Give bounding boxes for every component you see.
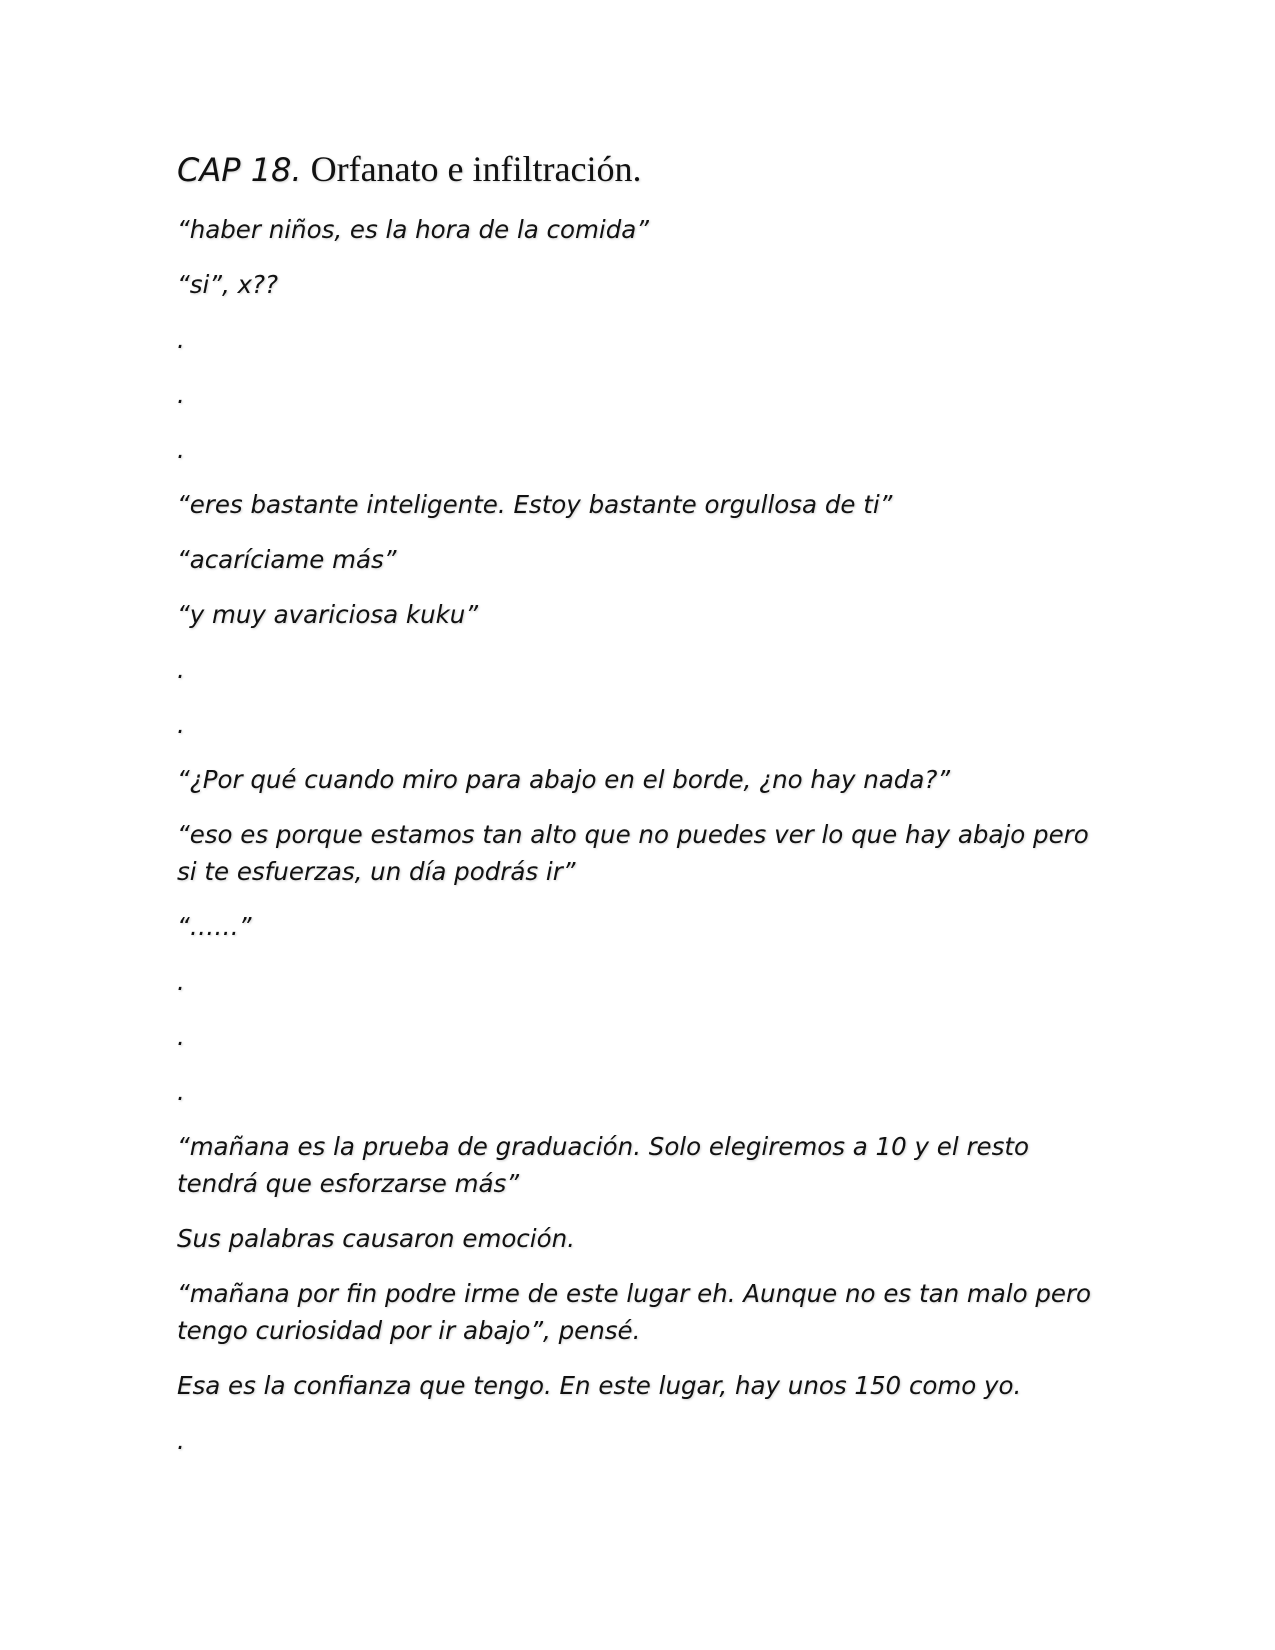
paragraph: . xyxy=(177,1426,185,1455)
chapter-title xyxy=(177,146,1107,193)
paragraph: “eso es porque estamos tan alto que no puedes ver lo que hay abajo pero si te esfuerzas, un día podrás ir” xyxy=(177,820,1089,886)
paragraph: . xyxy=(177,325,185,354)
paragraph: . xyxy=(177,1022,185,1051)
paragraph: . xyxy=(177,967,185,996)
paragraph: “acaríciame más” xyxy=(177,545,397,574)
paragraph: . xyxy=(177,710,185,739)
paragraph: Sus palabras causaron emoción. xyxy=(177,1224,575,1253)
paragraph: “eres bastante inteligente. Estoy bastante orgullosa de ti” xyxy=(177,490,893,519)
paragraph: “……” xyxy=(177,912,252,941)
paragraph: Esa es la confianza que tengo. En este lugar, hay unos 150 como yo. xyxy=(177,1371,1022,1400)
paragraph: . xyxy=(177,380,185,409)
paragraph: . xyxy=(177,435,185,464)
paragraph: . xyxy=(177,655,185,684)
paragraph: “si”, x?? xyxy=(177,270,279,299)
paragraph: . xyxy=(177,1077,185,1106)
chapter-number: CAP 18. xyxy=(177,151,302,189)
paragraph: “y muy avariciosa kuku” xyxy=(177,600,479,629)
paragraph: “mañana es la prueba de graduación. Solo elegiremos a 10 y el resto tendrá que esforzarse más” xyxy=(177,1132,1029,1198)
paragraph: “haber niños, es la hora de la comida” xyxy=(177,215,649,244)
paragraph: “mañana por fin podre irme de este lugar eh. Aunque no es tan malo pero tengo curiosidad por ir abajo”, pensé. xyxy=(177,1279,1092,1345)
document-body xyxy=(177,146,1107,1477)
paragraph: “¿Por qué cuando miro para abajo en el borde, ¿no hay nada?” xyxy=(177,765,951,794)
chapter-name: Orfanato e infiltración. xyxy=(310,149,642,189)
